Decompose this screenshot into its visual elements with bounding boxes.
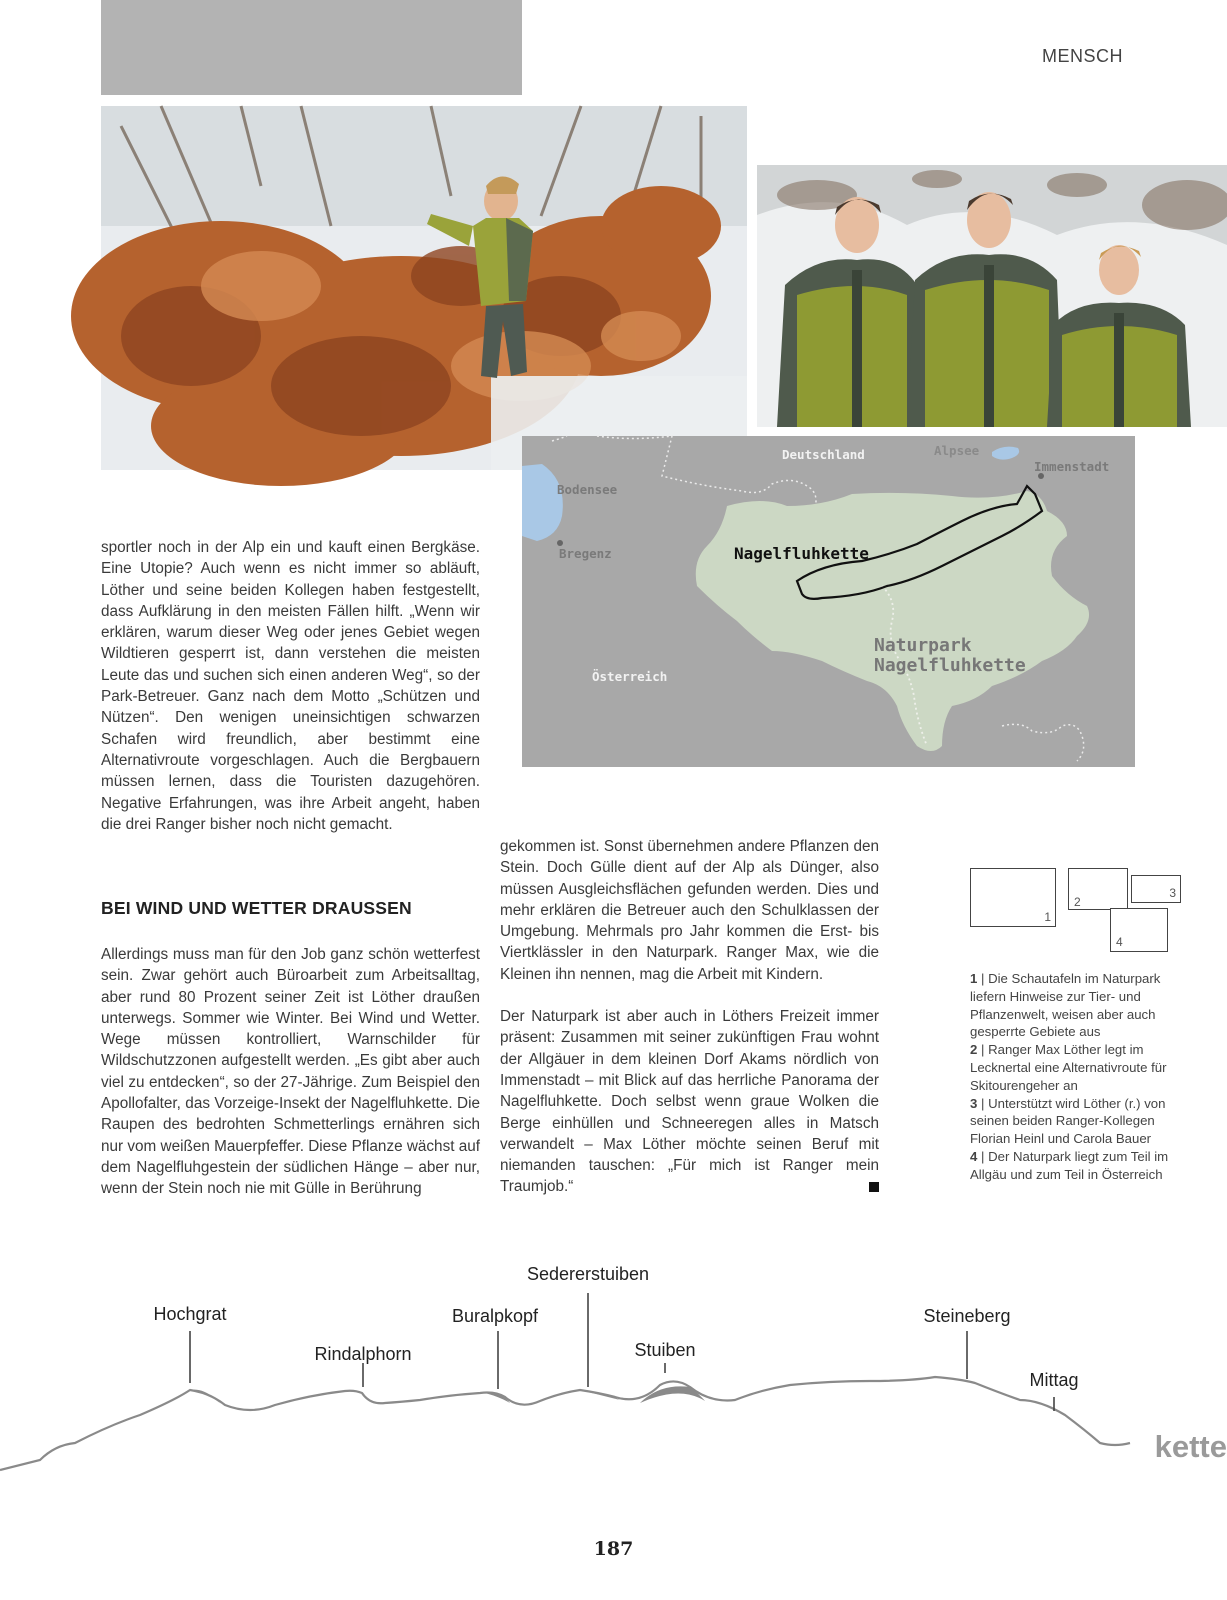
photo-captions	[970, 970, 1190, 1184]
map-label-oesterreich: Österreich	[592, 669, 668, 684]
map-label-alpsee: Alpsee	[934, 443, 980, 458]
profile-word: kette	[1154, 1429, 1227, 1464]
section-heading: BEI WIND UND WETTER DRAUSSEN	[101, 898, 412, 918]
map-label-bregenz: Bregenz	[559, 546, 612, 561]
photo-layout-key	[970, 868, 1190, 958]
article-paragraph: Der Naturpark ist aber auch in Löthers Freizeit immer präsent: Zusammen mit seiner zukünftigen Frau wohnt der Allgäuer in dem kleinen Dorf Akams nördlich von Immenstadt – mit Blick auf das herrliche Panorama der Nagelfluhkette. Doch selbst wenn graue Wolken die Berge einhüllen und Schneeregen alles in Matsch verwandelt – Max Löther möchte seinen Beruf mit niemanden tauschen: „Für mich ist Ranger mein Traumjob.“	[500, 1008, 879, 1196]
article-paragraph: gekommen ist. Sonst übernehmen andere Pflanzen den Stein. Doch Gülle dient auf der Alp als Dünger, also müssen Ausgleichsflächen gefunden werden. Dies und mehr erklären die Betreuer auch den Schulklassen der Umgebung. Mehrmals pro Jahr kommen die Erst- bis Viertklässler in den Naturpark. Ranger Max, wie die Kleinen ihn nennen, mag die Arbeit mit Kindern.	[500, 838, 879, 983]
layout-key-box-1: 1	[970, 868, 1056, 927]
page-number: 187	[593, 1538, 634, 1560]
header-gray-bar	[101, 0, 522, 95]
article-col2	[500, 836, 879, 1198]
caption-1: 1 | Die Schautafeln im Naturpark liefern Hinweise zur Tier- und Pflanzenwelt, weisen aber auch gesperrte Gebiete aus	[970, 971, 1161, 1040]
end-mark	[869, 1182, 879, 1192]
map-label-naturpark: Naturpark	[874, 635, 972, 656]
map-label-naturpark-name: Nagelfluhkette	[874, 655, 1026, 676]
photo-ranger-branches	[101, 106, 747, 470]
peak-label-stuiben: Stuiben	[634, 1340, 696, 1360]
layout-key-box-2: 2	[1068, 868, 1128, 910]
caption-3: 3 | Unterstützt wird Löther (r.) von seinen beiden Ranger-Kollegen Florian Heinl und Carola Bauer	[970, 1095, 1166, 1147]
peak-label-steineberg: Steineberg	[923, 1306, 1011, 1326]
peak-label-mittag: Mittag	[1029, 1370, 1079, 1390]
peak-label-buralpkopf: Buralpkopf	[451, 1306, 539, 1326]
layout-key-box-4: 4	[1110, 908, 1168, 952]
map-label-deutschland: Deutschland	[782, 447, 865, 462]
peak-label-sedererstuiben: Sedererstuiben	[526, 1264, 650, 1284]
caption-2: 2 | Ranger Max Löther legt im Lecknertal eine Alternativroute für Skitourengeher an	[970, 1042, 1167, 1093]
article-paragraph: Allerdings muss man für den Job ganz schön wetterfest sein. Zwar gehört auch Büroarbeit zum Arbeitsalltag, aber rund 80 Prozent seiner Zeit ist Löther draußen unterwegs. Sommer wie Winter. Bei Wind und Wetter. Wege müssen kontrolliert, Warnschilder für Wildschutzzonen aufgestellt werden. „Es gibt aber auch viel zu entdecken“, so der 27-Jährige. Zum Beispiel den Apollofalter, das Vorzeige-Insekt der Nagelfluhkette. Die Raupen des bedrohten Schmetterlings ernähren sich nur vom weißen Mauerpfeffer. Diese Pflanze wächst auf dem Nagelfluhgestein der südlichen Hänge – aber nur, wenn der Stein noch nie mit Gülle in Berührung	[101, 946, 480, 1198]
section-label: MENSCH	[1041, 46, 1123, 66]
map-label-bodensee: Bodensee	[557, 482, 618, 497]
article-paragraph: sportler noch in der Alp ein und kauft einen Bergkäse. Eine Utopie? Auch wenn es nicht immer so abläuft, Löther und seine beiden Kollegen haben festgestellt, dass Aufklärung in den meisten Fällen hilft. „Wenn wir erklären, warum dieser Weg oder jenes Gebiet wegen Wildtieren gesperrt ist, dann verstehen die meisten Leute das und suchen sich einen anderen Weg“, so der Park-Betreuer. Ganz nach dem Motto „Schützen und Nützen“. Den wenigen uneinsichtigen schwarzen Schafen wird freundlich, aber bestimmt eine Alternativroute vorgeschlagen. Auch die Bergbauern müssen lernen, dass die Touristen dazugehören. Negative Erfahrungen, was ihre Arbeit angeht, haben die drei Ranger bisher noch nicht gemacht.	[101, 539, 480, 833]
layout-key-box-3: 3	[1131, 875, 1181, 903]
article-col1-part2	[101, 944, 480, 1200]
mountain-profile	[0, 1264, 1227, 1490]
article-col1-part1	[101, 537, 480, 835]
map-label-nagelfluhkette: Nagelfluhkette	[734, 544, 869, 563]
caption-4: 4 | Der Naturpark liegt zum Teil im Allgäu und zum Teil in Österreich	[970, 1148, 1169, 1182]
photo-three-rangers	[757, 165, 1227, 427]
peak-label-hochgrat: Hochgrat	[153, 1304, 227, 1324]
naturpark-map	[522, 436, 1135, 767]
map-label-immenstadt: Immenstadt	[1034, 459, 1110, 474]
peak-label-rindalphorn: Rindalphorn	[314, 1344, 412, 1364]
